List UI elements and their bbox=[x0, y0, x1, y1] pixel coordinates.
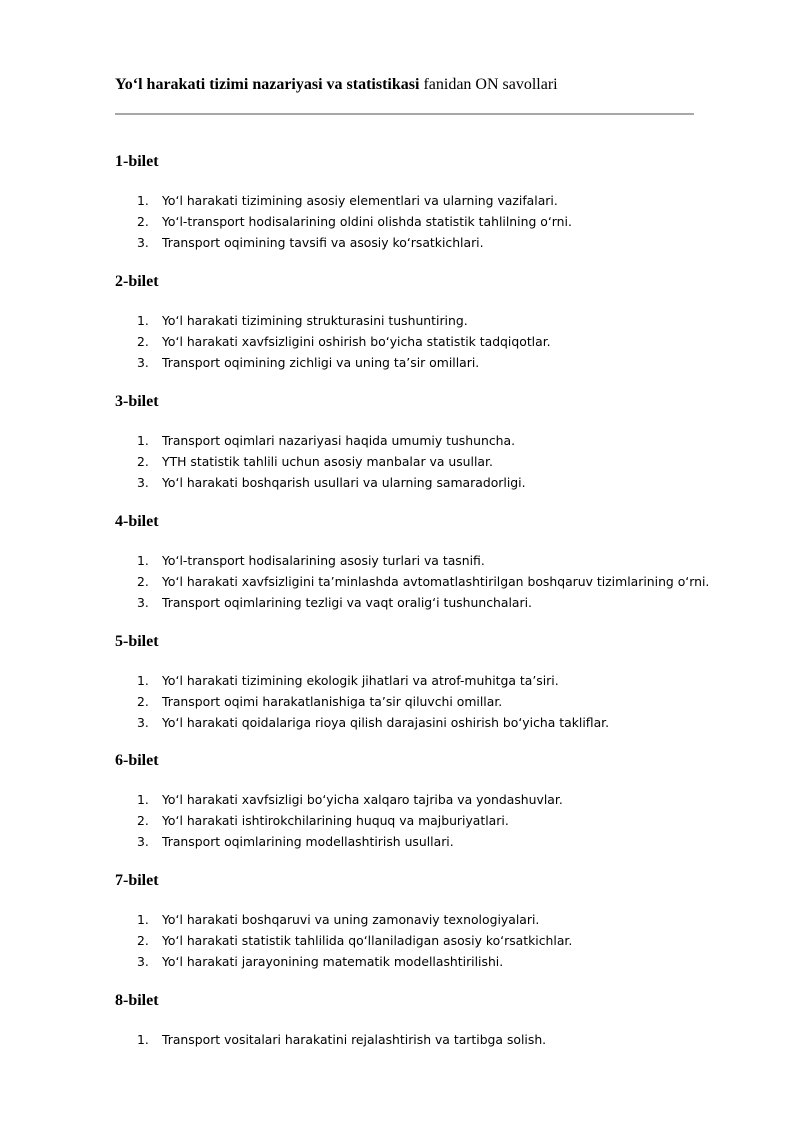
question-number: 1. bbox=[137, 553, 149, 568]
question-item bbox=[115, 1029, 735, 1050]
ticket-7 bbox=[115, 871, 735, 972]
question-number: 1. bbox=[137, 1032, 149, 1047]
question-number: 2. bbox=[137, 454, 149, 469]
question-item bbox=[115, 232, 735, 253]
question-text: Yo‘l harakati boshqarish usullari va ularning samaradorligi. bbox=[162, 475, 526, 490]
question-item bbox=[115, 472, 735, 493]
question-list bbox=[115, 670, 735, 733]
question-item bbox=[115, 211, 735, 232]
question-number: 3. bbox=[137, 834, 149, 849]
question-number: 1. bbox=[137, 193, 149, 208]
ticket-heading: 6-bilet bbox=[115, 752, 159, 769]
question-text: Transport oqimining tavsifi va asosiy ko‘rsatkichlari. bbox=[162, 235, 484, 250]
question-item bbox=[115, 331, 735, 352]
question-item bbox=[115, 712, 735, 733]
ticket-heading: 7-bilet bbox=[115, 872, 159, 889]
ticket-2 bbox=[115, 272, 735, 373]
question-text: Yo‘l-transport hodisalarining asosiy turlari va tasnifi. bbox=[162, 553, 485, 568]
question-item bbox=[115, 831, 735, 852]
question-item bbox=[115, 550, 735, 571]
question-item bbox=[115, 451, 735, 472]
question-number: 1. bbox=[137, 673, 149, 688]
question-text: Transport vositalari harakatini rejalashtirish va tartibga solish. bbox=[162, 1032, 547, 1047]
question-number: 1. bbox=[137, 433, 149, 448]
question-item bbox=[115, 310, 735, 331]
document-title-bold: Yo‘l harakati tizimi nazariyasi va statistikasi bbox=[115, 76, 420, 93]
question-list bbox=[115, 909, 735, 972]
ticket-heading: 1-bilet bbox=[115, 153, 159, 170]
question-text: Yo‘l harakati xavfsizligi bo‘yicha xalqaro tajriba va yondashuvlar. bbox=[162, 792, 563, 807]
question-item bbox=[115, 670, 735, 691]
question-number: 1. bbox=[137, 912, 149, 927]
question-list bbox=[115, 550, 735, 613]
question-item bbox=[115, 430, 735, 451]
question-number: 3. bbox=[137, 235, 149, 250]
question-list bbox=[115, 789, 735, 852]
question-item bbox=[115, 190, 735, 211]
ticket-heading: 3-bilet bbox=[115, 393, 159, 410]
question-text: Yo‘l harakati boshqaruvi va uning zamonaviy texnologiyalari. bbox=[162, 912, 540, 927]
question-item bbox=[115, 810, 735, 831]
question-text: Yo‘l harakati tizimining strukturasini tushuntiring. bbox=[162, 313, 468, 328]
question-text: Transport oqimlari nazariyasi haqida umumiy tushuncha. bbox=[162, 433, 516, 448]
ticket-8 bbox=[115, 991, 735, 1050]
question-number: 2. bbox=[137, 214, 149, 229]
question-number: 3. bbox=[137, 475, 149, 490]
ticket-heading: 4-bilet bbox=[115, 513, 159, 530]
question-text: Transport oqimi harakatlanishiga ta’sir qiluvchi omillar. bbox=[162, 694, 503, 709]
question-number: 2. bbox=[137, 574, 149, 589]
ticket-6 bbox=[115, 751, 735, 852]
question-text: Yo‘l harakati tizimining ekologik jihatlari va atrof-muhitga ta’siri. bbox=[162, 673, 559, 688]
question-item bbox=[115, 352, 735, 373]
question-list bbox=[115, 310, 735, 373]
question-text: Yo‘l-transport hodisalarining oldini olishda statistik tahlilning o‘rni. bbox=[162, 214, 572, 229]
ticket-heading: 8-bilet bbox=[115, 992, 159, 1009]
question-number: 1. bbox=[137, 313, 149, 328]
ticket-1 bbox=[115, 152, 735, 253]
question-number: 3. bbox=[137, 715, 149, 730]
question-item bbox=[115, 789, 735, 810]
question-list bbox=[115, 1029, 735, 1050]
question-list bbox=[115, 190, 735, 253]
question-text: Transport oqimlarining modellashtirish usullari. bbox=[162, 834, 454, 849]
question-number: 2. bbox=[137, 813, 149, 828]
question-number: 3. bbox=[137, 595, 149, 610]
question-text: Transport oqimlarining tezligi va vaqt oralig‘i tushunchalari. bbox=[162, 595, 532, 610]
question-number: 2. bbox=[137, 334, 149, 349]
document-title-rest: fanidan ON savollari bbox=[419, 76, 558, 93]
ticket-4 bbox=[115, 512, 735, 613]
question-number: 3. bbox=[137, 954, 149, 969]
question-text: Yo‘l harakati xavfsizligini ta’minlashda avtomatlashtirilgan boshqaruv tizimlarining o‘rni. bbox=[162, 574, 710, 589]
question-list bbox=[115, 430, 735, 493]
question-text: Yo‘l harakati ishtirokchilarining huquq va majburiyatlari. bbox=[162, 813, 509, 828]
ticket-5 bbox=[115, 632, 735, 733]
question-text: Transport oqimining zichligi va uning ta’sir omillari. bbox=[162, 355, 480, 370]
question-text: YTH statistik tahlili uchun asosiy manbalar va usullar. bbox=[162, 454, 493, 469]
question-item bbox=[115, 571, 735, 592]
question-number: 1. bbox=[137, 792, 149, 807]
question-item bbox=[115, 930, 735, 951]
question-item bbox=[115, 691, 735, 712]
question-text: Yo‘l harakati qoidalariga rioya qilish darajasini oshirish bo‘yicha takliflar. bbox=[162, 715, 610, 730]
question-text: Yo‘l harakati statistik tahlilida qo‘llaniladigan asosiy ko‘rsatkichlar. bbox=[162, 933, 573, 948]
question-text: Yo‘l harakati xavfsizligini oshirish bo‘yicha statistik tadqiqotlar. bbox=[162, 334, 551, 349]
question-text: Yo‘l harakati tizimining asosiy elementlari va ularning vazifalari. bbox=[162, 193, 558, 208]
document-title bbox=[115, 76, 558, 94]
question-text: Yo‘l harakati jarayonining matematik modellashtirilishi. bbox=[162, 954, 504, 969]
ticket-3 bbox=[115, 392, 735, 493]
question-number: 2. bbox=[137, 933, 149, 948]
question-item bbox=[115, 909, 735, 930]
question-item bbox=[115, 951, 735, 972]
question-number: 3. bbox=[137, 355, 149, 370]
question-item bbox=[115, 592, 735, 613]
ticket-heading: 2-bilet bbox=[115, 273, 159, 290]
question-number: 2. bbox=[137, 694, 149, 709]
ticket-heading: 5-bilet bbox=[115, 633, 159, 650]
title-divider bbox=[115, 113, 694, 115]
